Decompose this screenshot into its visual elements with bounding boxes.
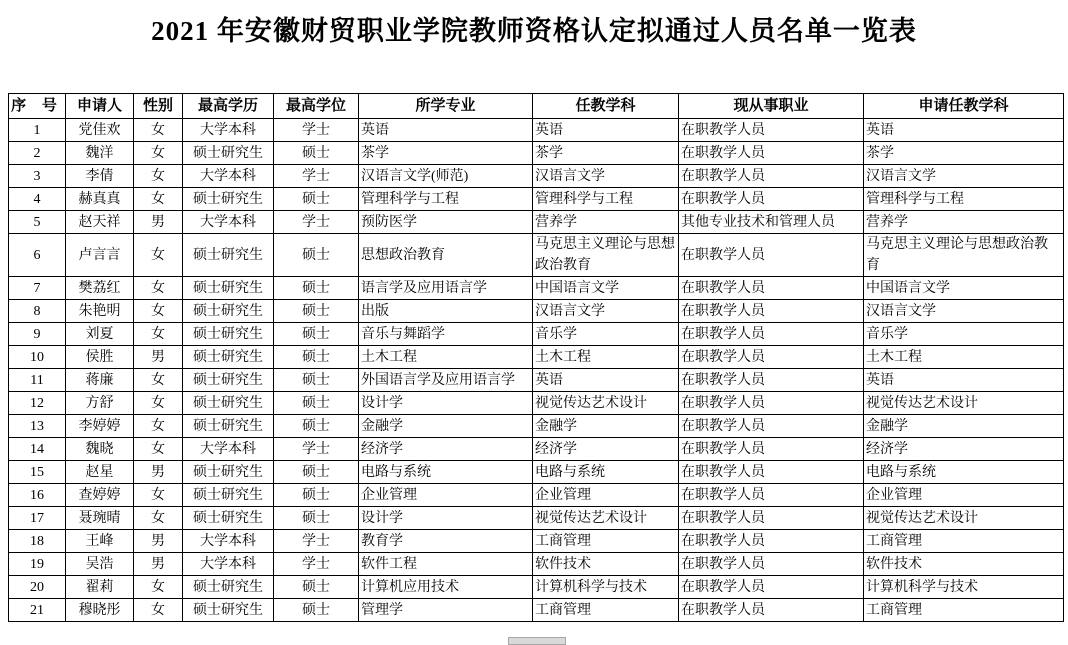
- applicant-cell: 聂琬晴: [66, 507, 134, 530]
- gender-cell: 女: [134, 277, 183, 300]
- applied-teaching-subject-cell: 金融学: [864, 415, 1064, 438]
- applicant-cell: 卢言言: [66, 234, 134, 277]
- highest-degree-cell: 硕士: [274, 234, 359, 277]
- teaching-subject-cell: 管理科学与工程: [533, 188, 679, 211]
- serial-cell: 16: [9, 484, 66, 507]
- table-row: [9, 165, 1064, 188]
- highest-degree-cell: 硕士: [274, 599, 359, 622]
- page-title: 2021 年安徽财贸职业学院教师资格认定拟通过人员名单一览表: [151, 16, 917, 46]
- horizontal-scrollbar-thumb[interactable]: [508, 637, 566, 645]
- current-occupation-cell: 在职教学人员: [679, 369, 864, 392]
- header-teaching-subject: 任教学科: [533, 94, 679, 119]
- serial-cell: 4: [9, 188, 66, 211]
- teaching-subject-cell: 软件技术: [533, 553, 679, 576]
- applicant-cell: 赵星: [66, 461, 134, 484]
- highest-degree-cell: 硕士: [274, 188, 359, 211]
- current-occupation-cell: 在职教学人员: [679, 461, 864, 484]
- highest-education-cell: 大学本科: [183, 438, 274, 461]
- table-row: [9, 211, 1064, 234]
- teaching-subject-cell: 视觉传达艺术设计: [533, 392, 679, 415]
- gender-cell: 女: [134, 142, 183, 165]
- serial-cell: 9: [9, 323, 66, 346]
- header-highest-degree: 最高学位: [274, 94, 359, 119]
- header-applicant: 申请人: [66, 94, 134, 119]
- current-occupation-cell: 在职教学人员: [679, 599, 864, 622]
- highest-education-cell: 硕士研究生: [183, 300, 274, 323]
- table-row: [9, 234, 1064, 277]
- current-occupation-cell: 在职教学人员: [679, 507, 864, 530]
- table-row: [9, 507, 1064, 530]
- gender-cell: 女: [134, 165, 183, 188]
- highest-education-cell: 大学本科: [183, 165, 274, 188]
- highest-degree-cell: 学士: [274, 438, 359, 461]
- table-row: [9, 484, 1064, 507]
- current-occupation-cell: 在职教学人员: [679, 165, 864, 188]
- major-studied-cell: 经济学: [359, 438, 533, 461]
- highest-education-cell: 硕士研究生: [183, 369, 274, 392]
- major-studied-cell: 设计学: [359, 392, 533, 415]
- applied-teaching-subject-cell: 视觉传达艺术设计: [864, 392, 1064, 415]
- table-body: [9, 119, 1064, 622]
- highest-education-cell: 硕士研究生: [183, 392, 274, 415]
- highest-education-cell: 大学本科: [183, 211, 274, 234]
- highest-degree-cell: 学士: [274, 211, 359, 234]
- teaching-subject-cell: 音乐学: [533, 323, 679, 346]
- highest-degree-cell: 硕士: [274, 415, 359, 438]
- highest-education-cell: 硕士研究生: [183, 188, 274, 211]
- applicant-cell: 党佳欢: [66, 119, 134, 142]
- serial-cell: 8: [9, 300, 66, 323]
- gender-cell: 女: [134, 188, 183, 211]
- header-highest-education: 最高学历: [183, 94, 274, 119]
- major-studied-cell: 出版: [359, 300, 533, 323]
- header-serial: 序 号: [9, 94, 66, 119]
- header-applied-teaching-subject: 申请任教学科: [864, 94, 1064, 119]
- gender-cell: 女: [134, 484, 183, 507]
- gender-cell: 女: [134, 234, 183, 277]
- table-row: [9, 553, 1064, 576]
- table-row: [9, 438, 1064, 461]
- current-occupation-cell: 在职教学人员: [679, 438, 864, 461]
- applicant-cell: 朱艳明: [66, 300, 134, 323]
- gender-cell: 男: [134, 530, 183, 553]
- applicant-cell: 翟莉: [66, 576, 134, 599]
- teaching-subject-cell: 视觉传达艺术设计: [533, 507, 679, 530]
- serial-cell: 12: [9, 392, 66, 415]
- applied-teaching-subject-cell: 音乐学: [864, 323, 1064, 346]
- current-occupation-cell: 在职教学人员: [679, 484, 864, 507]
- applied-teaching-subject-cell: 工商管理: [864, 530, 1064, 553]
- applied-teaching-subject-cell: 电路与系统: [864, 461, 1064, 484]
- table-row: [9, 119, 1064, 142]
- gender-cell: 女: [134, 415, 183, 438]
- highest-degree-cell: 硕士: [274, 369, 359, 392]
- serial-cell: 11: [9, 369, 66, 392]
- applied-teaching-subject-cell: 汉语言文学: [864, 165, 1064, 188]
- teaching-subject-cell: 汉语言文学: [533, 300, 679, 323]
- applied-teaching-subject-cell: 英语: [864, 369, 1064, 392]
- table-row: [9, 530, 1064, 553]
- applicant-cell: 查婷婷: [66, 484, 134, 507]
- major-studied-cell: 语言学及应用语言学: [359, 277, 533, 300]
- serial-cell: 13: [9, 415, 66, 438]
- table-row: [9, 461, 1064, 484]
- highest-education-cell: 硕士研究生: [183, 323, 274, 346]
- applied-teaching-subject-cell: 英语: [864, 119, 1064, 142]
- serial-cell: 19: [9, 553, 66, 576]
- current-occupation-cell: 在职教学人员: [679, 392, 864, 415]
- gender-cell: 男: [134, 553, 183, 576]
- highest-degree-cell: 学士: [274, 119, 359, 142]
- highest-degree-cell: 硕士: [274, 576, 359, 599]
- gender-cell: 男: [134, 461, 183, 484]
- highest-education-cell: 硕士研究生: [183, 346, 274, 369]
- current-occupation-cell: 在职教学人员: [679, 576, 864, 599]
- applicant-cell: 侯胜: [66, 346, 134, 369]
- header-row: [9, 94, 1064, 119]
- major-studied-cell: 英语: [359, 119, 533, 142]
- current-occupation-cell: 在职教学人员: [679, 530, 864, 553]
- applied-teaching-subject-cell: 营养学: [864, 211, 1064, 234]
- gender-cell: 女: [134, 576, 183, 599]
- highest-degree-cell: 硕士: [274, 346, 359, 369]
- gender-cell: 女: [134, 599, 183, 622]
- major-studied-cell: 软件工程: [359, 553, 533, 576]
- applied-teaching-subject-cell: 汉语言文学: [864, 300, 1064, 323]
- applicant-cell: 李倩: [66, 165, 134, 188]
- highest-degree-cell: 学士: [274, 530, 359, 553]
- header-current-occupation: 现从事职业: [679, 94, 864, 119]
- table-row: [9, 415, 1064, 438]
- highest-education-cell: 硕士研究生: [183, 507, 274, 530]
- major-studied-cell: 土木工程: [359, 346, 533, 369]
- highest-education-cell: 大学本科: [183, 553, 274, 576]
- table-row: [9, 369, 1064, 392]
- header-major-studied: 所学专业: [359, 94, 533, 119]
- highest-degree-cell: 学士: [274, 165, 359, 188]
- current-occupation-cell: 在职教学人员: [679, 277, 864, 300]
- highest-education-cell: 硕士研究生: [183, 142, 274, 165]
- table-row: [9, 300, 1064, 323]
- applied-teaching-subject-cell: 软件技术: [864, 553, 1064, 576]
- major-studied-cell: 茶学: [359, 142, 533, 165]
- gender-cell: 女: [134, 119, 183, 142]
- applied-teaching-subject-cell: 马克思主义理论与思想政治教育: [864, 234, 1064, 277]
- gender-cell: 女: [134, 438, 183, 461]
- gender-cell: 女: [134, 507, 183, 530]
- serial-cell: 7: [9, 277, 66, 300]
- table-row: [9, 392, 1064, 415]
- applicant-cell: 方舒: [66, 392, 134, 415]
- highest-degree-cell: 硕士: [274, 142, 359, 165]
- current-occupation-cell: 在职教学人员: [679, 323, 864, 346]
- applied-teaching-subject-cell: 中国语言文学: [864, 277, 1064, 300]
- major-studied-cell: 金融学: [359, 415, 533, 438]
- teaching-subject-cell: 工商管理: [533, 530, 679, 553]
- current-occupation-cell: 其他专业技术和管理人员: [679, 211, 864, 234]
- table-row: [9, 346, 1064, 369]
- highest-education-cell: 大学本科: [183, 530, 274, 553]
- major-studied-cell: 管理科学与工程: [359, 188, 533, 211]
- current-occupation-cell: 在职教学人员: [679, 188, 864, 211]
- teaching-subject-cell: 计算机科学与技术: [533, 576, 679, 599]
- teaching-subject-cell: 英语: [533, 119, 679, 142]
- serial-cell: 20: [9, 576, 66, 599]
- highest-degree-cell: 硕士: [274, 484, 359, 507]
- highest-education-cell: 硕士研究生: [183, 576, 274, 599]
- teaching-subject-cell: 茶学: [533, 142, 679, 165]
- table-row: [9, 576, 1064, 599]
- current-occupation-cell: 在职教学人员: [679, 142, 864, 165]
- teaching-subject-cell: 经济学: [533, 438, 679, 461]
- serial-cell: 6: [9, 234, 66, 277]
- gender-cell: 男: [134, 346, 183, 369]
- applicant-cell: 樊荔红: [66, 277, 134, 300]
- highest-education-cell: 大学本科: [183, 119, 274, 142]
- serial-cell: 18: [9, 530, 66, 553]
- teaching-subject-cell: 马克思主义理论与思想政治教育: [533, 234, 679, 277]
- teaching-subject-cell: 英语: [533, 369, 679, 392]
- applicant-cell: 魏晓: [66, 438, 134, 461]
- applicant-cell: 穆晓彤: [66, 599, 134, 622]
- major-studied-cell: 汉语言文学(师范): [359, 165, 533, 188]
- teaching-subject-cell: 中国语言文学: [533, 277, 679, 300]
- highest-degree-cell: 学士: [274, 553, 359, 576]
- highest-degree-cell: 硕士: [274, 300, 359, 323]
- major-studied-cell: 外国语言学及应用语言学: [359, 369, 533, 392]
- highest-degree-cell: 硕士: [274, 461, 359, 484]
- serial-cell: 10: [9, 346, 66, 369]
- table-row: [9, 323, 1064, 346]
- applied-teaching-subject-cell: 工商管理: [864, 599, 1064, 622]
- serial-cell: 1: [9, 119, 66, 142]
- current-occupation-cell: 在职教学人员: [679, 553, 864, 576]
- major-studied-cell: 设计学: [359, 507, 533, 530]
- current-occupation-cell: 在职教学人员: [679, 119, 864, 142]
- current-occupation-cell: 在职教学人员: [679, 300, 864, 323]
- applicant-cell: 魏洋: [66, 142, 134, 165]
- major-studied-cell: 音乐与舞蹈学: [359, 323, 533, 346]
- serial-cell: 14: [9, 438, 66, 461]
- highest-degree-cell: 硕士: [274, 277, 359, 300]
- major-studied-cell: 思想政治教育: [359, 234, 533, 277]
- applicant-cell: 吴浩: [66, 553, 134, 576]
- table-row: [9, 277, 1064, 300]
- serial-cell: 3: [9, 165, 66, 188]
- teaching-subject-cell: 营养学: [533, 211, 679, 234]
- teacher-qualification-table: [8, 93, 1064, 622]
- table-row: [9, 188, 1064, 211]
- teaching-subject-cell: 工商管理: [533, 599, 679, 622]
- applied-teaching-subject-cell: 计算机科学与技术: [864, 576, 1064, 599]
- teaching-subject-cell: 企业管理: [533, 484, 679, 507]
- header-gender: 性别: [134, 94, 183, 119]
- highest-education-cell: 硕士研究生: [183, 415, 274, 438]
- major-studied-cell: 计算机应用技术: [359, 576, 533, 599]
- major-studied-cell: 预防医学: [359, 211, 533, 234]
- teaching-subject-cell: 金融学: [533, 415, 679, 438]
- major-studied-cell: 管理学: [359, 599, 533, 622]
- applied-teaching-subject-cell: 茶学: [864, 142, 1064, 165]
- applied-teaching-subject-cell: 企业管理: [864, 484, 1064, 507]
- applied-teaching-subject-cell: 土木工程: [864, 346, 1064, 369]
- gender-cell: 女: [134, 300, 183, 323]
- highest-education-cell: 硕士研究生: [183, 484, 274, 507]
- highest-degree-cell: 硕士: [274, 323, 359, 346]
- serial-cell: 21: [9, 599, 66, 622]
- highest-education-cell: 硕士研究生: [183, 277, 274, 300]
- highest-degree-cell: 硕士: [274, 392, 359, 415]
- current-occupation-cell: 在职教学人员: [679, 346, 864, 369]
- highest-education-cell: 硕士研究生: [183, 234, 274, 277]
- table-row: [9, 142, 1064, 165]
- current-occupation-cell: 在职教学人员: [679, 415, 864, 438]
- teaching-subject-cell: 电路与系统: [533, 461, 679, 484]
- serial-cell: 2: [9, 142, 66, 165]
- gender-cell: 女: [134, 369, 183, 392]
- highest-education-cell: 硕士研究生: [183, 599, 274, 622]
- table-header: [9, 94, 1064, 119]
- applicant-cell: 王峰: [66, 530, 134, 553]
- highest-education-cell: 硕士研究生: [183, 461, 274, 484]
- gender-cell: 女: [134, 392, 183, 415]
- applicant-cell: 刘夏: [66, 323, 134, 346]
- current-occupation-cell: 在职教学人员: [679, 234, 864, 277]
- applied-teaching-subject-cell: 经济学: [864, 438, 1064, 461]
- table-row: [9, 599, 1064, 622]
- gender-cell: 女: [134, 323, 183, 346]
- teaching-subject-cell: 土木工程: [533, 346, 679, 369]
- applicant-cell: 李婷婷: [66, 415, 134, 438]
- major-studied-cell: 电路与系统: [359, 461, 533, 484]
- serial-cell: 15: [9, 461, 66, 484]
- applicant-cell: 赫真真: [66, 188, 134, 211]
- applied-teaching-subject-cell: 管理科学与工程: [864, 188, 1064, 211]
- applied-teaching-subject-cell: 视觉传达艺术设计: [864, 507, 1064, 530]
- gender-cell: 男: [134, 211, 183, 234]
- serial-cell: 17: [9, 507, 66, 530]
- applicant-cell: 蒋廉: [66, 369, 134, 392]
- teaching-subject-cell: 汉语言文学: [533, 165, 679, 188]
- highest-degree-cell: 硕士: [274, 507, 359, 530]
- major-studied-cell: 企业管理: [359, 484, 533, 507]
- applicant-cell: 赵天祥: [66, 211, 134, 234]
- serial-cell: 5: [9, 211, 66, 234]
- major-studied-cell: 教育学: [359, 530, 533, 553]
